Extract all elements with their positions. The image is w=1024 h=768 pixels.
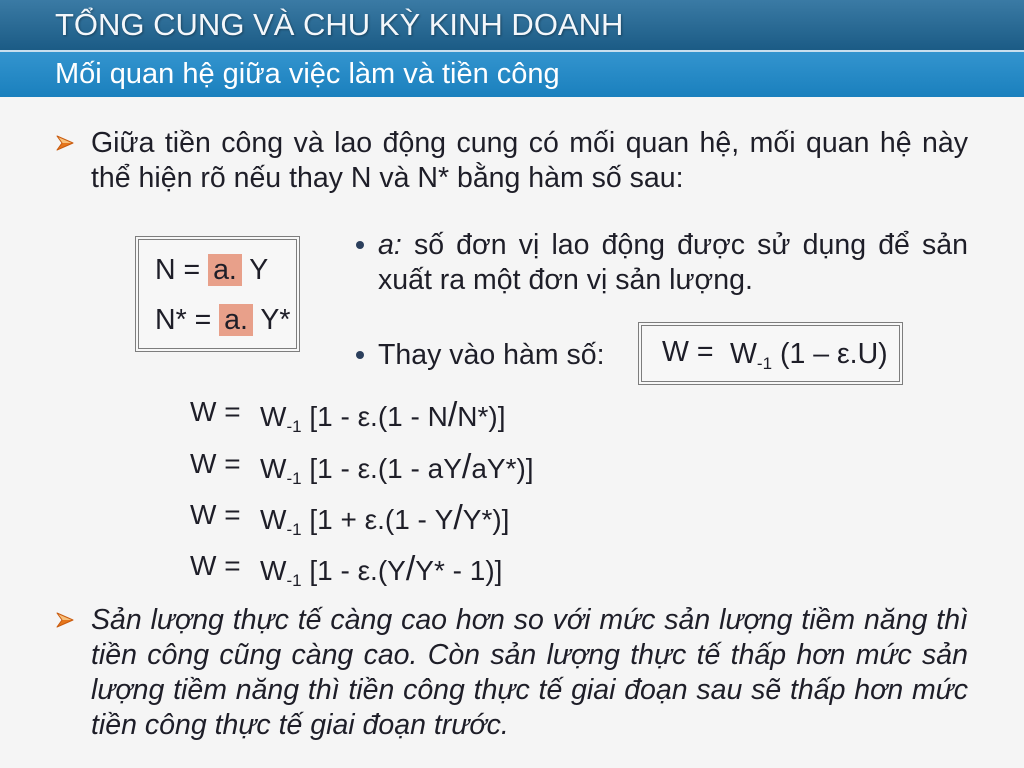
fraction-slash: /: [405, 550, 416, 588]
subtitle-bar: [0, 52, 1024, 97]
lag-subscript: -1: [286, 469, 302, 488]
equation-lhs: W =: [190, 396, 241, 427]
labor-equation-row: [155, 300, 296, 340]
lag-subscript: -1: [756, 354, 773, 373]
definition-body: số đơn vị lao động được sử dụng để sản xuất ra một đơn vị sản lượng.: [378, 229, 968, 296]
fraction-slash: /: [447, 396, 458, 434]
dot-bullet-icon: [356, 241, 364, 249]
wage-equation: [190, 447, 534, 487]
lag-subscript: -1: [286, 520, 302, 539]
term-after-slash: Y* - 1)]: [415, 555, 503, 586]
equation-rhs: Y: [249, 254, 269, 286]
lag-subscript: -1: [286, 417, 302, 436]
formula-term: (1 – ε.U): [779, 338, 888, 370]
equation-bracket-term: [309, 499, 510, 537]
equation-lhs: N =: [155, 254, 201, 286]
equation-lhs: N* =: [155, 304, 212, 336]
equation-lhs: W =: [662, 336, 714, 368]
equation-bracket-term: [309, 396, 506, 434]
wage-equation: [190, 549, 502, 589]
fraction-slash: /: [461, 448, 472, 486]
intro-bullet-text: Giữa tiền công và lao động cung có mối quan hệ, mối quan hệ này thể hiện rõ nếu thay N và N* bằng hàm số sau:: [91, 127, 968, 194]
equation-rhs: Y*: [260, 304, 291, 336]
wage-equation: [190, 498, 509, 538]
term-after-slash: N*)]: [457, 401, 506, 432]
substitution-label: Thay vào hàm số:: [378, 339, 605, 371]
arrow-bullet-icon: [56, 135, 74, 151]
labor-equation-box: [135, 236, 300, 352]
lag-subscript: -1: [286, 571, 302, 590]
wage-formula-box: [638, 322, 903, 385]
wage-formula: [662, 334, 899, 374]
wage-symbol: W: [260, 504, 287, 535]
labor-equation-row: [155, 250, 296, 290]
slide-subtitle: Mối quan hệ giữa việc làm và tiền công: [55, 58, 560, 90]
title-bar: [0, 0, 1024, 50]
term-after-slash: aY*)]: [471, 453, 534, 484]
conclusion-bullet-text: Sản lượng thực tế càng cao hơn so với mức sản lượng tiềm năng thì tiền công cũng càng cao. Còn sản lượng thực tế thấp hơn mức sản lượng tiềm năng thì tiền công thực tế giai đoạn sau sẽ thấp hơn mức tiền công thực tế giai đoạn trước.: [91, 604, 968, 741]
wage-symbol: W: [730, 338, 757, 370]
term-before-slash: [1 - ε.(Y: [309, 555, 406, 586]
arrow-bullet-icon: [56, 612, 74, 628]
slide-title: TỔNG CUNG VÀ CHU KỲ KINH DOANH: [55, 7, 624, 42]
coefficient-highlight: a.: [219, 304, 253, 336]
equation-bracket-term: [309, 448, 534, 486]
term-before-slash: [1 - ε.(1 - N: [309, 401, 448, 432]
equation-lhs: W =: [190, 550, 241, 581]
equation-lhs: W =: [190, 448, 241, 479]
term-before-slash: [1 + ε.(1 - Y: [309, 504, 454, 535]
equation-bracket-term: [309, 550, 503, 588]
term-before-slash: [1 - ε.(1 - aY: [309, 453, 462, 484]
equation-lhs: W =: [190, 499, 241, 530]
wage-symbol: W: [260, 555, 287, 586]
dot-bullet-icon: [356, 351, 364, 359]
fraction-slash: /: [453, 499, 463, 537]
coefficient-highlight: a.: [208, 254, 242, 286]
term-after-slash: Y*)]: [462, 504, 510, 535]
definition-text: [378, 228, 968, 298]
wage-symbol: W: [260, 401, 287, 432]
wage-symbol: W: [260, 453, 287, 484]
definition-term: a:: [378, 229, 402, 261]
wage-equation: [190, 395, 506, 435]
